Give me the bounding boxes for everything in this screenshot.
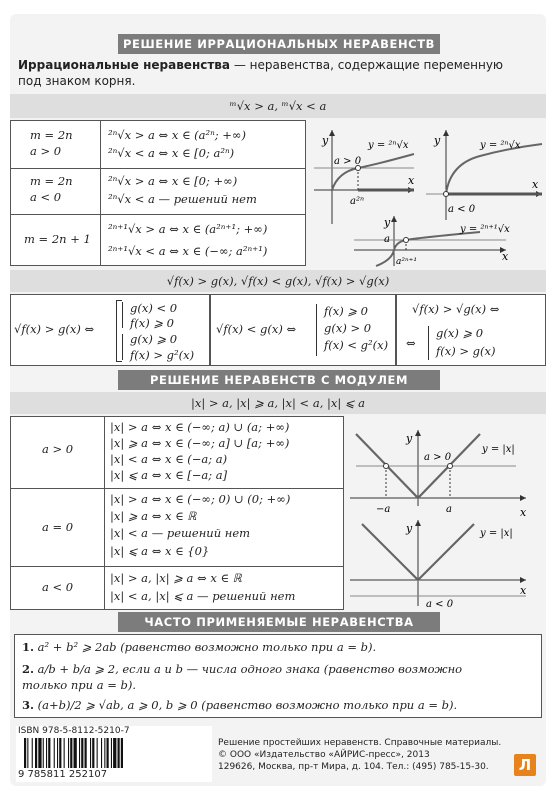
footer-line2: © ООО «Издательство «АЙРИС-пресс», 2013 <box>218 750 430 760</box>
irrational-forms: ᵐ√x > a, ᵐ√x < a <box>229 99 327 113</box>
cond-1a: m = 2n <box>30 128 73 142</box>
barcode-bar <box>43 738 44 768</box>
mod-cond-3: a < 0 <box>42 580 74 594</box>
rule-1b: ²ⁿ√x < a ⇔ x ∈ [0; a²ⁿ) <box>108 146 235 160</box>
mod-rule-3a: |x| > a, |x| ⩾ a ⇔ x ∈ ℝ <box>110 571 242 585</box>
item-2-num: 2. <box>22 662 35 676</box>
rule-3a: ²ⁿ⁺¹√x > a ⇔ x ∈ (a²ⁿ⁺¹; +∞) <box>108 222 268 236</box>
barcode-bar <box>81 738 83 768</box>
sys-mid-3: f(x) < g²(x) <box>324 338 389 352</box>
mod-rule-1b: |x| ⩾ a ⇔ x ∈ (−∞; a] ∪ [a; +∞) <box>110 436 290 450</box>
g1-func: y = ²ⁿ√x <box>368 140 409 151</box>
footer-line1: Решение простейших неравенств. Справочные материалы. <box>218 738 502 748</box>
g3-func: y = ²ⁿ⁺¹√x <box>460 224 510 235</box>
sys-left-lhs: √f(x) > g(x) ⇔ <box>14 322 95 336</box>
section-title-common: ЧАСТО ПРИМЕНЯЕМЫЕ НЕРАВЕНСТВА <box>118 612 440 632</box>
mg1-y: y <box>406 432 413 445</box>
mg2-func: y = |x| <box>480 528 513 539</box>
barcode-bar <box>27 738 28 768</box>
rule-2b: ²ⁿ√x < a — решений нет <box>108 192 257 206</box>
mod-rule-2c: |x| < a — решений нет <box>110 526 251 540</box>
barcode-bar <box>24 738 26 768</box>
mg1-neg: −a <box>376 504 391 515</box>
section-title-irrational: РЕШЕНИЕ ИРРАЦИОНАЛЬНЫХ НЕРАВЕНСТВ <box>118 34 440 54</box>
root-graphs <box>310 120 544 268</box>
item-2-text2: только при a = b). <box>22 678 136 692</box>
g2-func: y = ²ⁿ√x <box>480 140 521 151</box>
irrational-forms2: √f(x) > g(x), √f(x) < g(x), √f(x) > √g(x) <box>166 274 390 288</box>
sys-left-a2: f(x) ⩾ 0 <box>130 316 174 330</box>
barcode-bar <box>59 738 61 768</box>
sys-left-b1: g(x) ⩾ 0 <box>130 332 178 346</box>
common-item-3 <box>22 698 457 712</box>
barcode-bar <box>57 738 58 768</box>
mg2-y: y <box>406 522 413 535</box>
modulus-graphs <box>346 416 544 610</box>
sys-right-2: f(x) > g(x) <box>436 344 496 358</box>
item-3-num: 3. <box>22 698 35 712</box>
sys-right-lhs: ⇔ <box>406 336 416 350</box>
barcode-bar <box>107 738 109 768</box>
common-item-1 <box>22 640 376 654</box>
cond-2a: m = 2n <box>30 174 73 188</box>
cond-3: m = 2n + 1 <box>24 232 91 246</box>
barcode-bar <box>113 738 116 768</box>
barcode-bar <box>74 738 77 768</box>
mg1-pos: a <box>446 504 452 515</box>
rule-2a: ²ⁿ√x > a ⇔ x ∈ [0; +∞) <box>108 174 238 188</box>
barcode-bar <box>85 738 87 768</box>
barcode-bar <box>118 738 120 768</box>
mg2-cond: a < 0 <box>426 599 454 610</box>
g1-x-label: x <box>408 174 415 187</box>
modulus-forms: |x| > a, |x| ⩾ a, |x| < a, |x| ⩽ a <box>190 396 366 410</box>
barcode-bar <box>97 738 98 768</box>
mg2-x: x <box>520 584 527 597</box>
sys-mid-2: g(x) > 0 <box>324 321 372 335</box>
mod-rule-2a: |x| > a ⇔ x ∈ (−∞; 0) ∪ (0; +∞) <box>110 492 291 506</box>
barcode-bar <box>92 738 94 768</box>
sys-mid-1: f(x) ⩾ 0 <box>324 304 368 318</box>
mg1-x: x <box>520 506 527 519</box>
barcode-bar <box>32 738 33 768</box>
barcode-bar <box>79 738 80 768</box>
mod-rule-1a: |x| > a ⇔ x ∈ (−∞; a) ∪ (a; +∞) <box>110 420 290 434</box>
barcode-area <box>16 726 212 782</box>
barcode-bar <box>70 738 72 768</box>
g1-tick: a²ⁿ <box>350 196 365 207</box>
barcode <box>24 738 204 768</box>
g1-cond: a > 0 <box>334 156 362 167</box>
mod-rule-1c: |x| < a ⇔ x ∈ (−a; a) <box>110 452 228 466</box>
sys-left-a1: g(x) < 0 <box>130 301 178 315</box>
rule-1a: ²ⁿ√x > a ⇔ x ∈ (a²ⁿ; +∞) <box>108 128 246 142</box>
barcode-bar <box>48 738 50 768</box>
barcode-bar <box>121 738 123 768</box>
item-2-text: a/b + b/a ⩾ 2, если a и b — числа одного знака (равенство возможно <box>37 662 463 676</box>
cond-1b: a > 0 <box>30 144 62 158</box>
cond-2b: a < 0 <box>30 190 62 204</box>
mod-rule-3b: |x| < a, |x| ⩽ a — решений нет <box>110 589 296 603</box>
g3-y-label: y <box>384 216 391 229</box>
barcode-bar <box>68 738 69 768</box>
g1-y-label: y <box>322 134 329 147</box>
reference-card <box>10 14 546 786</box>
item-1-text: a² + b² ⩾ 2ab (равенство возможно только при a = b). <box>37 640 377 654</box>
mg1-cond: a > 0 <box>424 452 452 463</box>
item-3-text: (a+b)/2 ⩾ √ab, a ⩾ 0, b ⩾ 0 (равенство возможно только при a = b). <box>37 698 458 712</box>
mod-cond-2: a = 0 <box>42 520 74 534</box>
item-1-num: 1. <box>22 640 35 654</box>
barcode-digits: 9 785811 252107 <box>18 769 108 780</box>
barcode-bar <box>101 738 102 768</box>
rule-3b: ²ⁿ⁺¹√x < a ⇔ x ∈ (−∞; a²ⁿ⁺¹) <box>108 244 268 258</box>
mod-cond-1: a > 0 <box>42 442 74 456</box>
definition-line2: под знаком корня. <box>18 74 136 88</box>
sys-left-b2: f(x) > g²(x) <box>130 348 195 362</box>
barcode-bar <box>64 738 65 768</box>
barcode-bar <box>46 738 47 768</box>
mod-rule-1d: |x| ⩽ a ⇔ x ∈ [−a; a] <box>110 468 228 482</box>
barcode-bar <box>35 738 37 768</box>
graph-abs-a-pos <box>350 430 526 506</box>
footer-line3: 129626, Москва, пр-т Мира, д. 104. Тел.: (495) 785-15-30. <box>218 762 489 772</box>
g3-x-label: x <box>502 250 509 263</box>
common-item-2 <box>22 662 462 676</box>
mod-rule-2b: |x| ⩾ a ⇔ x ∈ ℝ <box>110 509 197 523</box>
barcode-bar <box>38 738 41 768</box>
definition-rest: — неравенства, содержащие переменную <box>230 58 504 72</box>
sys-mid-lhs: √f(x) < g(x) ⇔ <box>216 322 297 336</box>
barcode-bar <box>111 738 112 768</box>
sys-right-top: √f(x) > √g(x) ⇔ <box>412 302 500 316</box>
sys-right-1: g(x) ⩾ 0 <box>436 326 484 340</box>
g3-a: a <box>384 234 390 245</box>
g2-x-label: x <box>532 178 539 191</box>
mg1-func: y = |x| <box>482 444 515 455</box>
g3-tick: a²ⁿ⁺¹ <box>396 257 417 267</box>
definition <box>18 58 503 72</box>
g2-cond: a < 0 <box>448 204 476 215</box>
barcode-bar <box>54 738 55 768</box>
barcode-bar <box>90 738 91 768</box>
section-title-modulus: РЕШЕНИЕ НЕРАВЕНСТВ С МОДУЛЕМ <box>118 370 440 390</box>
g2-y-label: y <box>434 134 441 147</box>
isbn: ISBN 978-5-8112-5210-7 <box>18 726 130 736</box>
mod-rule-2d: |x| ⩽ a ⇔ x ∈ {0} <box>110 544 210 558</box>
publisher-logo: Л <box>514 754 536 776</box>
definition-term: Иррациональные неравенства <box>18 58 230 72</box>
barcode-bar <box>104 738 105 768</box>
